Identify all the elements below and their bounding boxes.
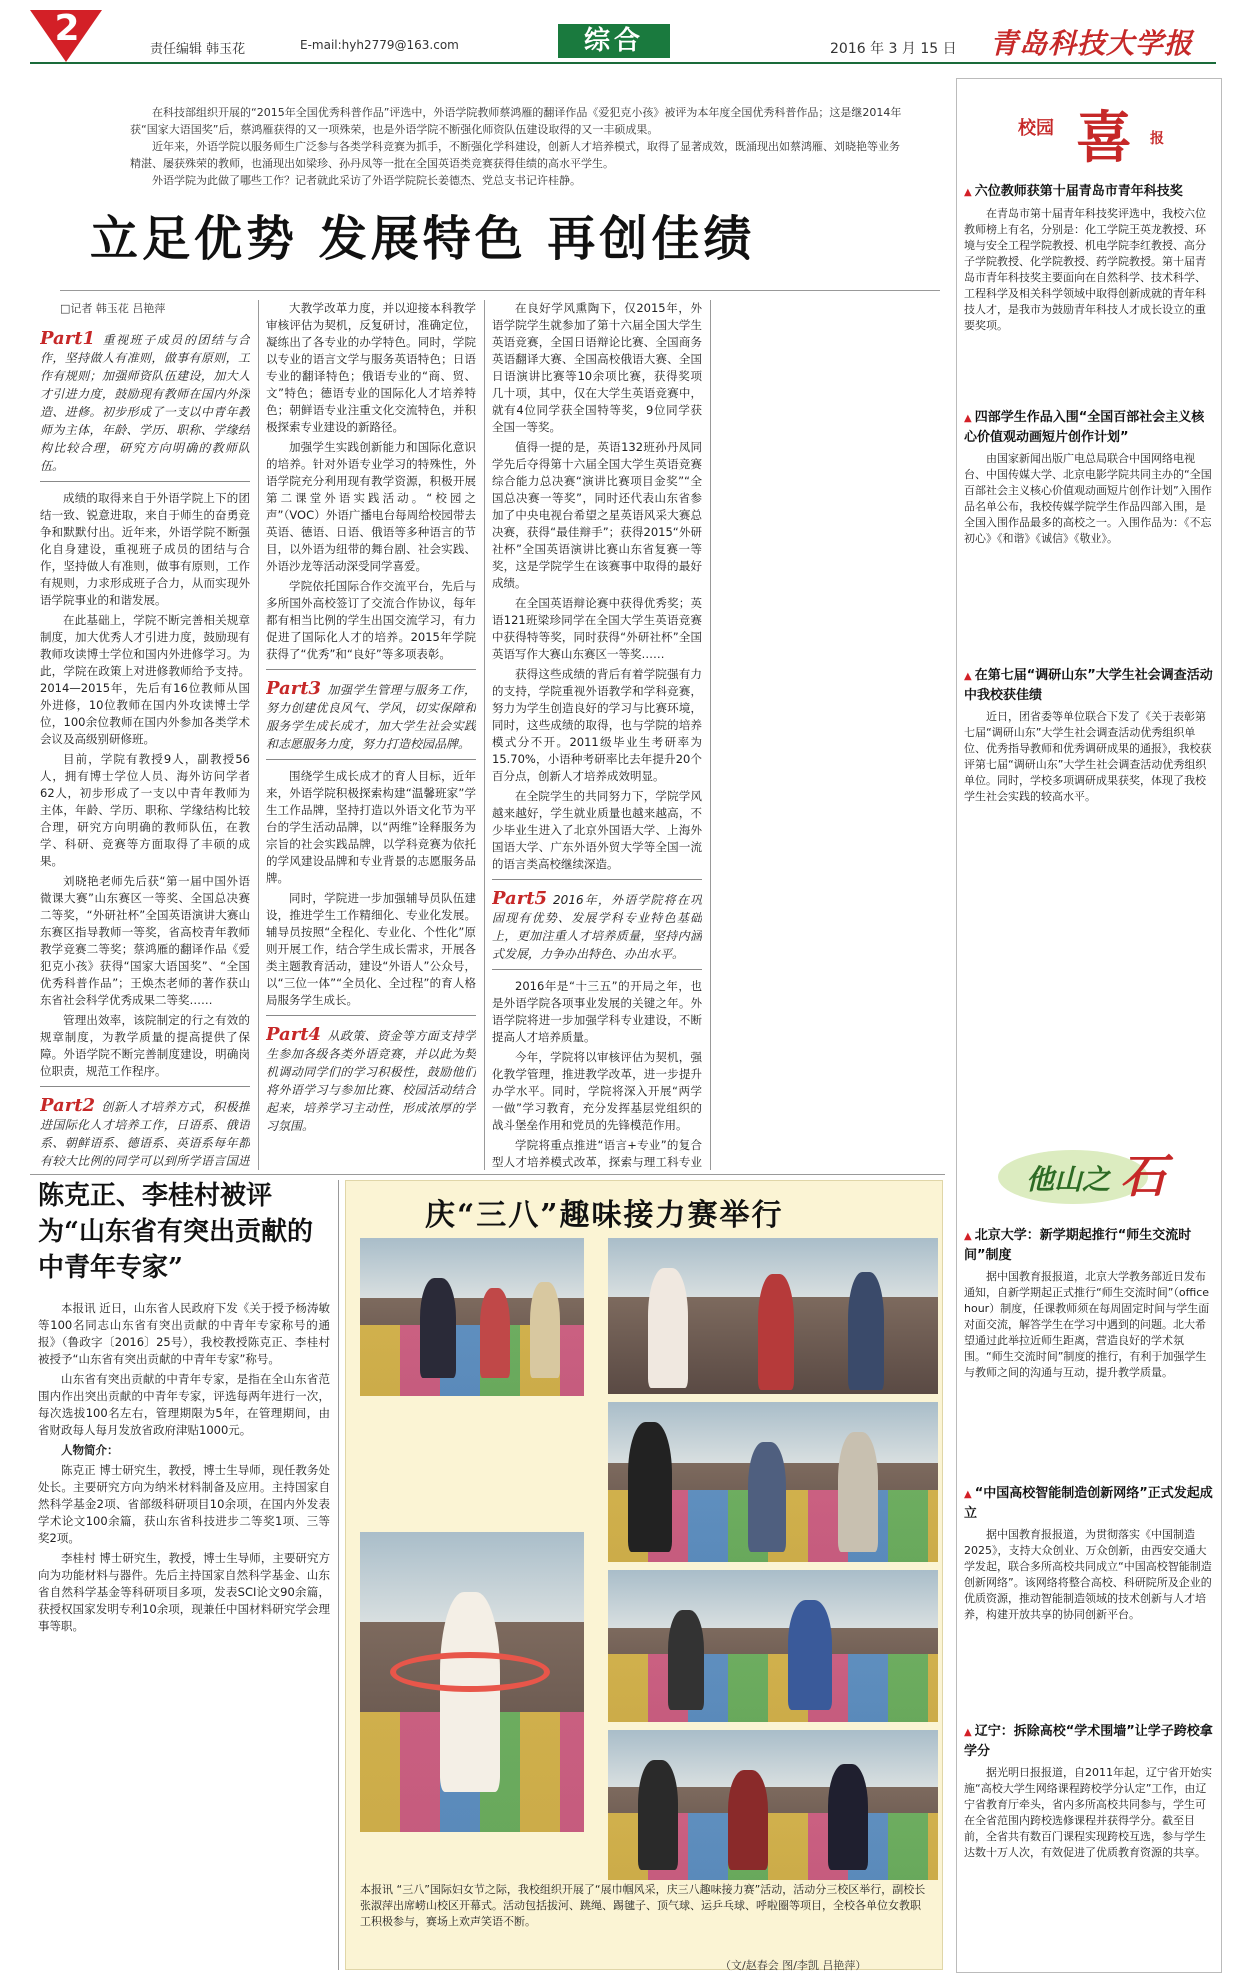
body-paragraph: 在此基础上，学院不断完善相关规章制度，加大优秀人才引进力度，鼓励现有教师攻读博士学位和国内外进修学习。为此，学院在政策上对进修教师给予支持。2014—2015年，先后有16位教师从国外进修，10位教师在国内外攻读博士学位，100余位教师在国内外参加各类学术会议及高级别研修班。 — [40, 613, 250, 746]
experts-article — [38, 1300, 330, 1970]
part3-text: 加强学生管理与服务工作，努力创建优良风气、学风，切实保障和服务学生成长成才，加大学生社会实践和志愿服务力度，努力打造校园品牌。 — [266, 683, 476, 751]
body-paragraph: 刘晓艳老师先后获“第一届中国外语微课大赛”山东赛区一等奖、全国总决赛二等奖，“外研社杯”全国英语演讲大赛山东赛区指导教师一等奖，省高校青年教师教学竞赛二等奖；蔡鸿雁的翻译作品《爱犯克小孩》获得“国家大语国奖”、“全国优秀科普作品”；王焕杰老师的著作获山东省社会科学优秀成果二等奖…… — [40, 874, 250, 1007]
part-divider — [266, 669, 476, 670]
issue-date: 2016 年 3 月 15 日 — [830, 41, 957, 57]
people-label: 人物简介： — [61, 1443, 119, 1457]
intro-paragraph: 在科技部组织开展的“2015年全国优秀科普作品”评选中，外语学院教师蔡鸿雁的翻译作品《爱犯克小孩》被评为本年度全国优秀科普作品；这是继2014年获“国家大语国奖”后，蔡鸿雁获得的又一项殊荣，也是外语学院不断强化师资队伍建设取得的又一丰硕成果。 — [130, 106, 902, 136]
part3-summary — [266, 678, 476, 753]
body-paragraph: 获得这些成绩的背后有着学院强有力的支持，学院重视外语教学和学科竞赛，努力为学生创造良好的学习与比赛环境，同时，这些成绩的取得，也与学院的培养模式分不开。2011级毕业生考研率为15.70%，小语种考研率比去年提升20个百分点，创新人才培养成效明显。 — [492, 667, 702, 783]
bio-li: 李桂村 博士研究生，教授，博士生导师，主要研究方向为功能材料与器件。先后主持国家自然科学基金、山东省自然科学基金等科研项目多项，发表SCI论文90余篇，获授权国家发明专利10余项，现兼任中国材料研究学会理事等职。 — [38, 1551, 330, 1633]
photo-rope-jump — [608, 1570, 938, 1722]
body-paragraph: 山东省有突出贡献的中青年专家，是指在全山东省范围内作出突出贡献的中青年专家，评选每两年进行一次，每次选拔100名左右，管理期限为5年，在管理期间，由省财政每人每月发放省政府津贴1000元。 — [38, 1372, 330, 1437]
lead-intro — [130, 104, 910, 189]
body-paragraph: 大教学改革力度，并以迎接本科教学审核评估为契机，反复研讨，准确定位，凝练出了各专业的办学特色。同时，学院以专业的语言文学与服务英语特色；日语专业的翻译特色；俄语专业的“商、贸、文”特色；德语专业的国际化人才培养特色；朝鲜语专业注重文化交流特色，并积极探索专业建设的新路径。 — [266, 301, 476, 434]
body-paragraph: 在良好学风熏陶下，仅2015年，外语学院学生就参加了第十六届全国大学生英语竞赛，全国日语辩论比赛、全国商务英语翻译大赛、全国高校俄语大赛、全国日语演讲比赛等10余项比赛，获得奖项几十项，其中，仅在大学生英语竞赛中，就有4位同学获全国特等奖，9位同学获全国一等奖。 — [492, 301, 702, 434]
body-paragraph: 目前，学院有教授9人，副教授56人，拥有博士学位人员、海外访问学者62人，初步形成了一支以中青年教师为主体，年龄、学历、职称、学缘结构比较合理，研究方向明确的教师队伍，在教学、科研、竞赛等方面取得了丰硕的成果。 — [40, 752, 250, 868]
sidebar-item — [964, 666, 1216, 926]
byline: □记者 韩玉花 吕艳萍 — [60, 302, 166, 315]
part4-text: 从政策、资金等方面支持学生参加各级各类外语竞赛，并以此为契机调动同学们的学习积极性，鼓励他们将外语学习与参加比赛、校园活动结合起来，培养学习主动性，形成浓厚的学习氛围。 — [266, 1029, 476, 1133]
column-rule — [484, 300, 485, 1170]
section-label: 综合 — [558, 24, 670, 58]
sidebar-item — [964, 1226, 1216, 1476]
body-paragraph: 加强学生实践创新能力和国际化意识的培养。针对外语专业学习的特殊性，外语学院充分利用现有教学资源，积极开展第二课堂外语实践活动。“校园之声”（VOC）外语广播电台每周给校园带去英语、德语、日语、俄语等多种语言的节目，以外语为纽带的舞台剧、社会实践、外语沙龙等活动深受同学喜爱。 — [266, 440, 476, 573]
sidebar-item-text: 在青岛市第十届青年科技奖评选中，我校六位教师榜上有名，分别是：化工学院王英龙教授、环境与安全工程学院教授、机电学院李红教授、高分子学院教授、化学院教授、药学院教授。第十届青岛市青年科技奖主要面向在自然科学、技术科学、工程科学及相关科学领域中取得创新成就的青年科技人才，是我市为鼓励青年科技人才成长设立的重要奖项。 — [964, 207, 1206, 332]
sidebar-item-text: 据中国教育报报道，北京大学教务部近日发布通知，自新学期起正式推行“师生交流时间”（office hour）制度，任课教师须在每周固定时间与学生面对面交流，解答学生在学习中遇到的问题。北大希望通过此举拉近师生距离，营造良好的学术氛围。“师生交流时间”制度的推行，有利于加强学生与教师之间的沟通与互动，提升教学质量。 — [964, 1270, 1210, 1379]
photo-balloon-pass — [608, 1238, 938, 1394]
photo-kicking-shuttle — [608, 1402, 938, 1562]
part1-text: 重视班子成员的团结与合作，坚持做人有准则，做事有原则，工作有规则；加强师资队伍建设，加大人才引进力度，鼓励现有教师在国内外深造、进修。初步形成了一支以中青年教师为主体，年龄、学历、职称、学缘结构比较合理，研究方向明确的教师队伍。 — [40, 333, 250, 473]
editor-credit: 责任编辑 韩玉花 — [150, 42, 246, 57]
body-paragraph: 管理出效率，该院制定的行之有效的规章制度，为教学质量的提高提供了保障。外语学院不断完善制度建设，明确岗位职责，规范工作程序。 — [40, 1013, 250, 1078]
body-paragraph: 2016年是“十三五”的开局之年，也是外语学院各项事业发展的关键之年。外语学院将进一步加强学科专业建设，不断提高人才培养质量。 — [492, 979, 702, 1044]
body-paragraph: 成绩的取得来自于外语学院上下的团结一致、锐意进取，来自于师生的奋勇竞争和默默付出。近年来，外语学院不断强化自身建设，重视班子成员的团结与合作，坚持做人有准则，做事有原则，工作有规则，力求形成班子合力，从而实现外语学院事业的和谐发展。 — [40, 491, 250, 607]
article-column-3 — [492, 300, 702, 1170]
body-paragraph: 今年，学院将以审核评估为契机，强化教学管理，推进教学改革，进一步提升办学水平。同时，学院将深入开展“两学一做”学习教育，充分发挥基层党组织的战斗堡垒作用和党员的先锋模范作用。 — [492, 1050, 702, 1132]
sidebar-item-text: 近日，团省委等单位联合下发了《关于表彰第七届“调研山东”大学生社会调查活动优秀组织单位、优秀指导教师和优秀调研成果的通报》，我校获评第七届“调研山东”大学生社会调查活动优秀组织单位。同时，学校多项调研成果获奖，体现了我校学生社会实践的较高水平。 — [964, 710, 1212, 803]
sidebar-item-title: ▲ 在第七届“调研山东”大学生社会调查活动中我校获佳绩 — [964, 666, 1216, 705]
body-paragraph: 在全院学生的共同努力下，学院学风越来越好，学生就业质量也越来越高，不少毕业生进入了北京外国语大学、上海外国语大学、广东外语外贸大学等全国一流的语言类高校继续深造。 — [492, 789, 702, 871]
photo-ball-carry — [608, 1730, 938, 1880]
page-number: 2 — [54, 8, 80, 49]
article-column-1 — [40, 322, 250, 1172]
experts-headline: 陈克正、李桂村被评为“山东省有突出贡献的中青年专家” — [38, 1181, 313, 1283]
sidebar-item-title: ▲ 六位教师获第十届青岛市青年科技奖 — [964, 182, 1216, 202]
part1-summary — [40, 328, 250, 475]
part3-label: Part3 — [266, 678, 322, 699]
sidebar-item — [964, 1484, 1216, 1714]
sidebar-item-title: ▲ “中国高校智能制造创新网络”正式发起成立 — [964, 1484, 1216, 1523]
part5-summary — [492, 888, 702, 963]
section-rule — [30, 1174, 945, 1175]
body-paragraph: 本报讯 近日，山东省人民政府下发《关于授予杨涛敏等100名同志山东省有突出贡献的中青年专家称号的通报》（鲁政字〔2016〕25号），我校教授陈克正、李桂村被授予“山东省有突出贡献的中青年专家”称号。 — [38, 1301, 330, 1366]
body-paragraph: 同时，学院进一步加强辅导员队伍建设，推进学生工作精细化、专业化发展。辅导员按照“全程化、专业化、个性化”原则开展工作，结合学生成长需求，开展各类主题教育活动，建设“外语人”公众号，以“三位一体”“全员化、全过程”的育人格局服务学生成长。 — [266, 891, 476, 1007]
column-rule — [710, 300, 711, 1170]
column-title-campus: 校园 — [1018, 118, 1054, 139]
part4-label: Part4 — [266, 1024, 322, 1045]
body-paragraph: 学院将重点推进“语言+专业”的复合型人才培养模式改革，探索与理工科专业 — [492, 1138, 702, 1169]
body-paragraph: 围绕学生成长成才的育人目标，近年来，外语学院积极探索构建“温馨班家”学生工作品牌，坚持打造以外语文化节为平台的学生活动品牌，以“两维”诠释服务为宗旨的社会实践品牌，以学科竞赛为依托的学风建设品牌和专业背景的志愿服务品牌。 — [266, 769, 476, 885]
part4-summary — [266, 1024, 476, 1135]
paper-masthead: 青岛科技大学报 — [990, 27, 1194, 60]
column-title-xi: 喜 — [1076, 105, 1132, 171]
sidebar-item — [964, 182, 1216, 402]
part2-label: Part2 — [40, 1095, 96, 1116]
column-title-shi: 石 — [1120, 1149, 1166, 1203]
intro-paragraph: 外语学院为此做了哪些工作？记者就此采访了外语学院院长姜德杰、党总支书记许桂静。 — [152, 174, 581, 187]
part2-text: 创新人才培养方式，积极推进国际化人才培养工作，日语系、俄语系、朝鲜语系、德语系、英语系每年都有较大比例的同学可以到所学语言国进 — [40, 1100, 250, 1168]
column-rule — [258, 300, 259, 1170]
column-title-bao: 报 — [1150, 131, 1164, 147]
column-title-tashan: 他山之 — [1026, 1163, 1111, 1196]
sidebar-item-text: 据光明日报报道，自2011年起，辽宁省开始实施“高校大学生网络课程跨校学分认定”工作，由辽宁省教育厅牵头，省内多所高校共同参与，学生可在全省范围内跨校选修课程并获得学分。截至目前，全省共有数百门课程实现跨校互选，参与学生达数十万人次，有效促进了优质教育资源的共享。 — [964, 1766, 1212, 1859]
bio-chen: 陈克正 博士研究生，教授，博士生导师，现任教务处处长。主要研究方向为纳米材料制备及应用。主持国家自然科学基金2项、省部级科研项目10余项，在国内外发表学术论文100余篇，获山东省科技进步二等奖1项、三等奖2项。 — [38, 1463, 330, 1545]
part-divider — [266, 1015, 476, 1016]
page-header — [0, 0, 1236, 64]
main-headline: 立足优势 发展特色 再创佳绩 — [90, 211, 756, 267]
part-divider — [492, 969, 702, 970]
relay-headline: 庆“三八”趣味接力赛举行 — [425, 1198, 784, 1233]
body-paragraph: 值得一提的是，英语132班孙丹凤同学先后夺得第十六届全国大学生英语竞赛综合能力总决赛“演讲比赛项目金奖”“全国总决赛一等奖”，同时还代表山东省参加了中央电视台希望之星英语风采大赛总决赛，获得“最佳辩手”；获得2015“外研社杯”全国英语演讲比赛山东省复赛一等奖，这是学院学生在该赛事中取得的最好成绩。 — [492, 440, 702, 590]
article-column-2 — [266, 300, 476, 1170]
body-paragraph: 在全国英语辩论赛中获得优秀奖；英语121班梁珍同学在全国大学生英语竞赛中获得特等奖，同时获得“外研社杯”全国英语写作大赛山东赛区一等奖…… — [492, 596, 702, 661]
sidebar-item-title: ▲ 北京大学：新学期起推行“师生交流时间”制度 — [964, 1226, 1216, 1265]
relay-caption: 本报讯 “三八”国际妇女节之际，我校组织开展了“展巾帼风采，庆三八趣味接力赛”活动，活动分三校区举行，副校长张淑萍出席崂山校区开幕式。活动包括拔河、跳绳、踢毽子、顶气球、运乒乓球、呼啦圈等项目，全校各单位女教职工积极参与，赛场上欢声笑语不断。 — [360, 1883, 926, 1928]
sidebar-item-text: 据中国教育报报道，为贯彻落实《中国制造2025》，支持大众创业、万众创新，由西安交通大学发起，联合多所高校共同成立“中国高校智能制造创新网络”。该网络将整合高校、科研院所及企业的优质资源，推动智能制造领域的技术创新与人才培养，构建开放共享的协同创新平台。 — [964, 1528, 1212, 1621]
body-paragraph: 学院依托国际合作交流平台，先后与多所国外高校签订了交流合作协议，每年都有相当比例的学生出国交流学习，有力促进了国际化人才的培养。2015年学院获得了“优秀”和“良好”等多项表彰。 — [266, 579, 476, 661]
article-column-4 — [718, 300, 940, 1170]
sidebar-item-title: ▲ 四部学生作品入围“全国百部社会主义核心价值观动画短片创作计划” — [964, 408, 1216, 447]
sidebar-item-text: 由国家新闻出版广电总局联合中国网络电视台、中国传媒大学、北京电影学院共同主办的“全国百部社会主义核心价值观动画短片创作计划”入围作品名单公布，我校传媒学院学生作品四部入围，是全国入围作品最多的高校之一。入围作品为：《不忘初心》《和谐》《诚信》《敬业》。 — [964, 452, 1212, 545]
sidebar-item-title: ▲ 辽宁：拆除高校“学术围墙”让学子跨校拿学分 — [964, 1722, 1216, 1761]
photo-hula-hoop — [360, 1532, 584, 1832]
part-divider — [40, 1086, 250, 1087]
part1-label: Part1 — [40, 328, 96, 349]
part-divider — [492, 879, 702, 880]
part2-summary — [40, 1095, 250, 1172]
headline-rule — [60, 290, 940, 291]
part-divider — [266, 759, 476, 760]
part-divider — [40, 481, 250, 482]
column-rule — [338, 1180, 339, 1970]
sidebar-item — [964, 408, 1216, 658]
photo-credit: （文/赵春会 图/李凯 吕艳萍） — [720, 1959, 867, 1972]
part5-text: 2016年，外语学院将在巩固现有优势、发展学科专业特色基础上，更加注重人才培养质量，坚持内涵式发展，力争办出特色、办出水平。 — [492, 893, 702, 961]
sidebar-item — [964, 1722, 1216, 1968]
part5-label: Part5 — [492, 888, 548, 909]
intro-paragraph: 近年来，外语学院以服务师生广泛参与各类学科竞赛为抓手，不断强化学科建设，创新人才培养模式，取得了显著成效，既涌现出如蔡鸿雁、刘晓艳等业务精湛、屡获殊荣的教师，也涌现出如梁珍、孙丹凤等一批在全国英语类竞赛获得佳绩的高水平学生。 — [130, 140, 900, 170]
photo-race-start — [360, 1238, 584, 1396]
header-rule — [30, 62, 1216, 64]
editor-email[interactable]: E-mail:hyh2779@163.com — [300, 38, 459, 52]
